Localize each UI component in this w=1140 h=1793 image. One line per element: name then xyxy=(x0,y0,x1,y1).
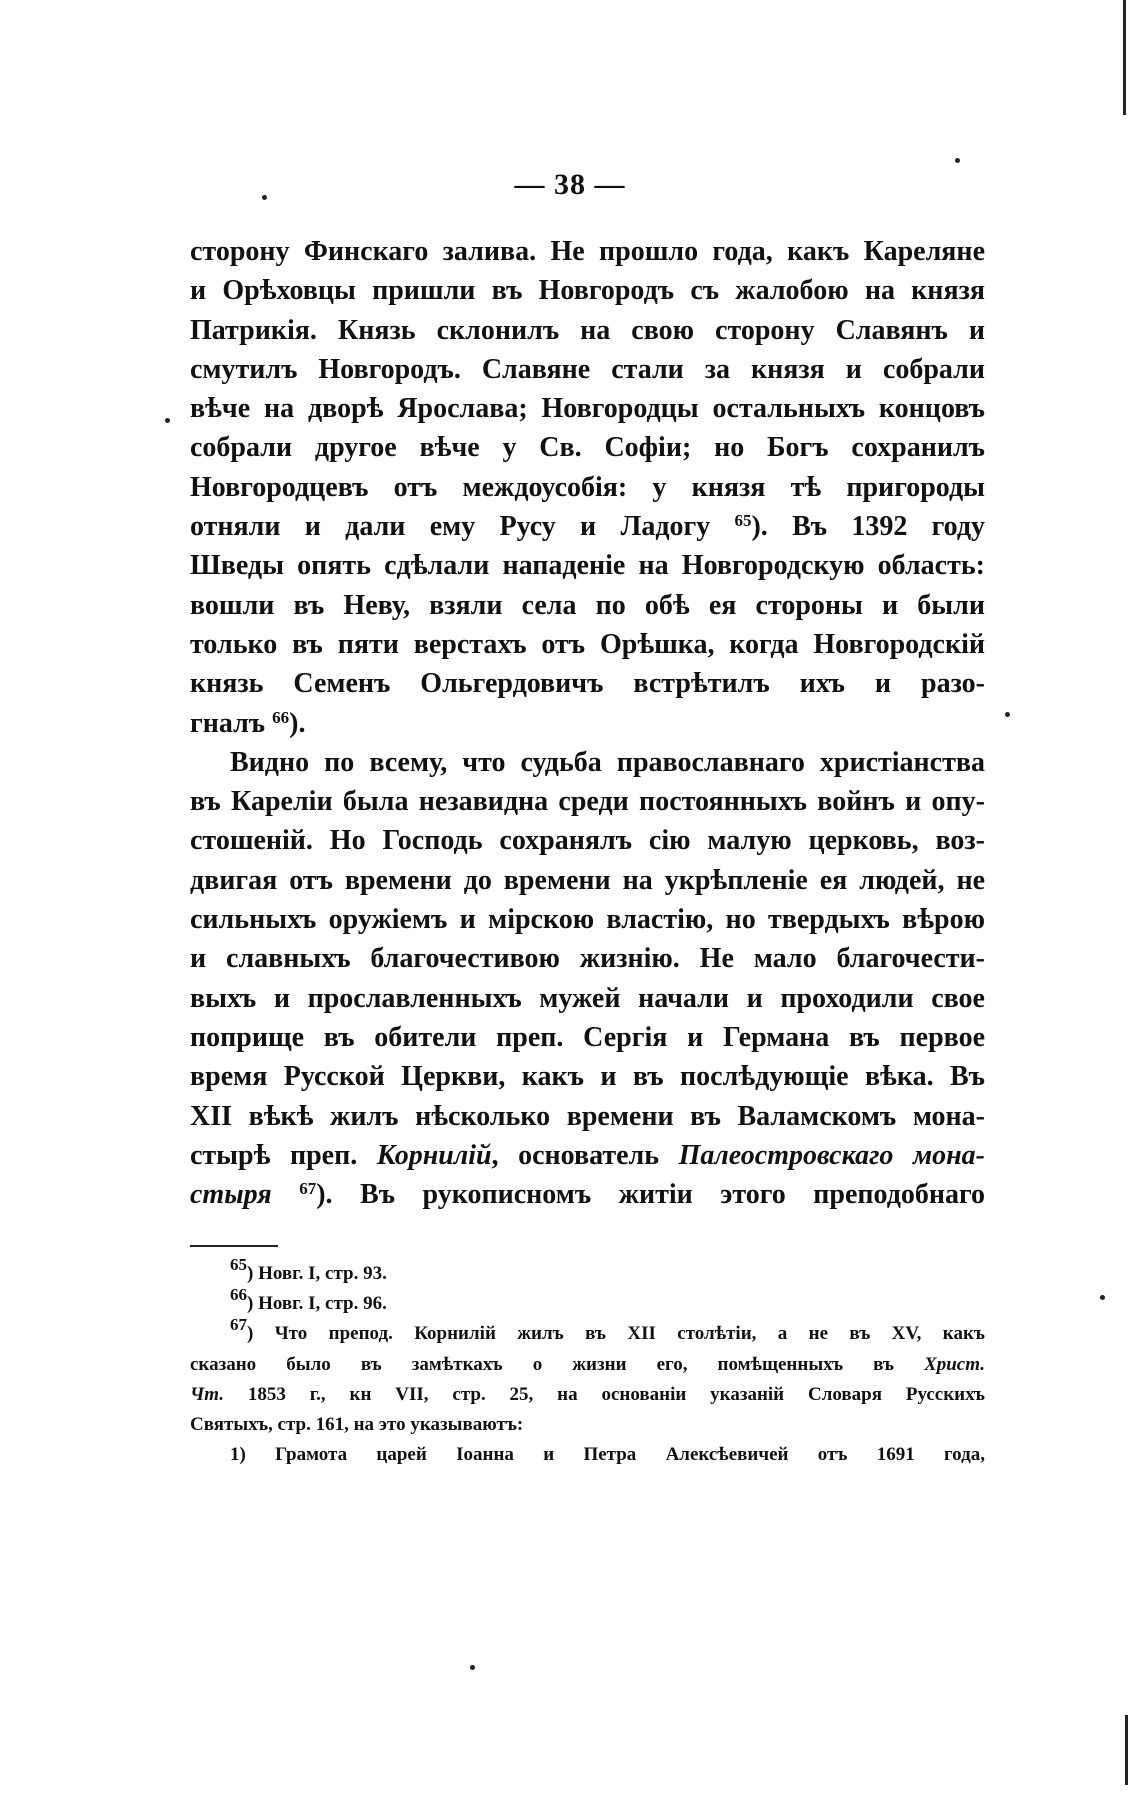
text-line: двигая отъ времени до времени на укрѣпленіе ея людей, не xyxy=(190,864,985,896)
text-span: , основатель xyxy=(491,1139,679,1171)
footnotes xyxy=(190,1255,985,1470)
text-line: смутилъ Новгородъ. Славяне стали за князя и собрали xyxy=(190,353,985,385)
text-line: вошли въ Неву, взяли села по обѣ ея стороны и были xyxy=(190,589,985,621)
text-span: ). xyxy=(289,707,306,739)
italic-name: стыря xyxy=(190,1179,272,1211)
footnote-text: 1853 г., кн VII, стр. 25, на основаніи указаній Словаря Русскихъ xyxy=(223,1383,985,1405)
text-line: поприще въ обители преп. Сергія и Германа въ первое xyxy=(190,1021,985,1053)
text-span: отняли и дали ему Русу и Ладогу xyxy=(190,511,711,543)
scan-edge-line xyxy=(1123,0,1126,115)
text-line: Шведы опять сдѣлали нападеніе на Новгородскую область: xyxy=(190,550,985,582)
footnote-italic: Христ. xyxy=(924,1353,985,1375)
text-line: стошеній. Но Господь сохранялъ сію малую церковь, воз- xyxy=(190,825,985,857)
footnote-text: ) Что препод. Корнилій жилъ въ XII столѣтіи, а не въ XV, какъ xyxy=(247,1323,985,1345)
text-line xyxy=(190,1136,985,1175)
text-line: и Орѣховцы пришли въ Новгородъ съ жалобою на князя xyxy=(190,275,985,307)
footnote-mark: 66 xyxy=(230,1285,247,1305)
footnote-line: 1) Грамота царей Іоанна и Петра Алексѣевичей отъ 1691 года, xyxy=(230,1444,985,1466)
footnote-italic: Чт. xyxy=(190,1383,224,1405)
scan-edge-line-bottom xyxy=(1125,1715,1128,1785)
text-line: въ Кареліи была незавидна среди постоянныхъ войнъ и опу- xyxy=(190,786,985,818)
footnote-mark: 67 xyxy=(230,1315,247,1335)
scan-speck xyxy=(955,158,960,163)
text-span: ). Въ рукописномъ житіи этого преподобнаго xyxy=(316,1179,986,1211)
scan-speck xyxy=(1005,712,1010,717)
footnote-text: ) Новг. I, стр. 93. xyxy=(247,1263,387,1284)
footnote-line xyxy=(190,1380,985,1410)
text-line: и славныхъ благочестивою жизнію. Не мало благочести- xyxy=(190,943,985,975)
text-line: Видно по всему, что судьба православнаго христіанства xyxy=(230,746,985,778)
text-line xyxy=(190,1175,985,1214)
text-line xyxy=(190,704,985,743)
text-line: собрали другое вѣче у Св. Софіи; но Богъ сохранилъ xyxy=(190,432,985,464)
text-span: стырѣ преп. xyxy=(190,1139,358,1171)
footnote-line: Святыхъ, стр. 161, на это указываютъ: xyxy=(190,1413,524,1435)
text-line: сторону Финскаго залива. Не прошло года, какъ Кареляне xyxy=(190,236,985,267)
footnote-ref-66: 66 xyxy=(272,707,290,727)
footnote-67 xyxy=(190,1315,985,1349)
footnote-mark: 65 xyxy=(230,1255,247,1274)
footnote-66 xyxy=(190,1285,985,1319)
text-span: гналъ xyxy=(190,707,266,739)
text-line: Патрикія. Князь склонилъ на свою сторону Славянъ и xyxy=(190,314,985,346)
text-line: XII вѣкѣ жилъ нѣсколько времени въ Валамскомъ мона- xyxy=(190,1100,985,1132)
text-line: сильныхъ оружіемъ и мірскою властію, но твердыхъ вѣрою xyxy=(190,904,985,936)
text-line: князь Семенъ Ольгердовичъ встрѣтилъ ихъ и разо- xyxy=(190,668,985,700)
footnote-line xyxy=(190,1350,985,1380)
footnote-text: ) Новг. I, стр. 96. xyxy=(247,1293,387,1315)
italic-name: Палеостровскаго мона- xyxy=(678,1139,985,1171)
main-text xyxy=(190,232,985,1214)
text-span: ). Въ 1392 году xyxy=(751,511,985,543)
text-line: Новгородцевъ отъ междоусобія: у князя тѣ пригороды xyxy=(190,471,985,503)
footnote-ref-65: 65 xyxy=(734,511,752,531)
scan-speck xyxy=(1100,1295,1105,1300)
footnote-65 xyxy=(190,1255,985,1289)
page-number: — 38 — xyxy=(514,168,626,201)
text-line xyxy=(190,507,985,546)
text-line: только въ пяти верстахъ отъ Орѣшка, когда Новгородскій xyxy=(190,628,985,660)
scan-speck xyxy=(470,1665,475,1670)
footnote-text: сказано было въ замѣткахъ о жизни его, помѣщенныхъ въ xyxy=(190,1353,925,1375)
italic-name: Корнилій xyxy=(376,1139,492,1171)
text-line: выхъ и прославленныхъ мужей начали и проходили свое xyxy=(190,982,985,1014)
footnote-ref-67: 67 xyxy=(299,1179,317,1199)
text-line: время Русской Церкви, какъ и въ послѣдующіе вѣка. Въ xyxy=(190,1061,985,1093)
text-line: вѣче на дворѣ Ярослава; Новгородцы остальныхъ концовъ xyxy=(190,393,985,425)
scan-speck xyxy=(165,418,170,423)
footnote-separator xyxy=(190,1245,278,1247)
